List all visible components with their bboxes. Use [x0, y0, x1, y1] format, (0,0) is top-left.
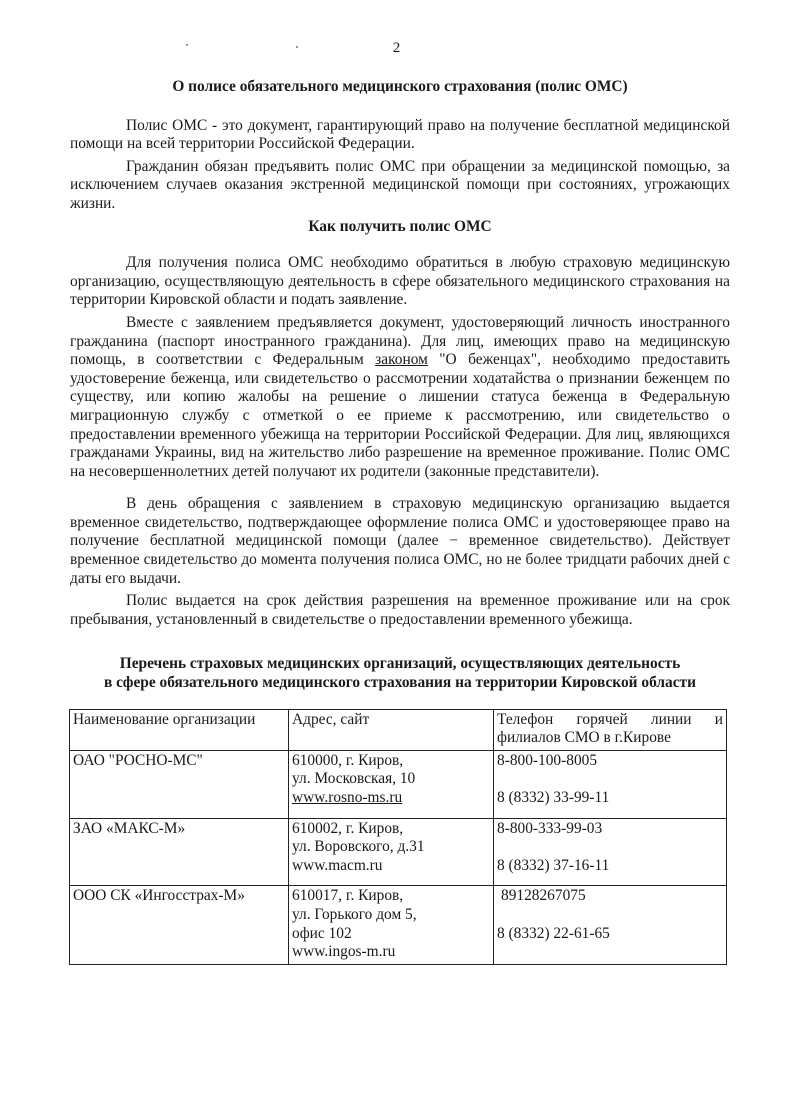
org-phones	[494, 818, 727, 886]
website-text: www.macm.ru	[292, 856, 383, 874]
address-line: 610002, г. Киров,	[292, 819, 404, 837]
hotline-phone: 8-800-100-8005	[497, 751, 598, 769]
address-line: офис 102	[292, 924, 352, 942]
header-name: Наименование организации	[70, 709, 289, 750]
header-line: филиалов СМО в г.Кирове	[497, 729, 671, 747]
paragraph: Гражданин обязан предъявить полис ОМС при обращении за медицинской помощью, за исключением случаев оказания экстренной медицинской помощи при состояниях, угрожающих жизни.	[70, 157, 730, 212]
title-line: в сфере обязательного медицинского страхования на территории Кировской области	[104, 674, 696, 692]
section-title-oms-policy: О полисе обязательного медицинского страхования (полис ОМС)	[172, 78, 628, 95]
org-name: ЗАО «МАКС-М»	[70, 818, 289, 886]
branch-phone: 8 (8332) 37-16-11	[497, 856, 610, 874]
address-line: ул. Воровского, д.31	[292, 838, 425, 856]
org-address	[289, 886, 494, 964]
paragraph: В день обращения с заявлением в страховую медицинскую организацию выдается временное свидетельство, подтверждающее оформление полиса ОМС и удостоверяющее право на получение бесплатной медицинской помощи (далее − временное свидетельство). Действует временное свидетельство до момента получения полиса ОМС, но не более тридцати рабочих дней с даты его выдачи.	[70, 495, 730, 587]
address-line: ул. Горького дом 5,	[292, 905, 417, 923]
table-row	[70, 750, 727, 818]
paragraph-text: Вместе с заявлением предъявляется документ, удостоверяющий личность иностранного гражданина (паспорт иностранного гражданина). Для лиц, имеющих право на медицинскую помощь, в соответствии с Федеральным	[70, 313, 730, 369]
address-line: ул. Московская, 10	[292, 770, 416, 788]
org-address	[289, 750, 494, 818]
address-line: 610017, г. Киров,	[292, 887, 404, 905]
org-name: ОАО "РОСНО-МС"	[70, 750, 289, 818]
org-address	[289, 818, 494, 886]
website-link[interactable]: www.rosno-ms.ru	[292, 789, 403, 806]
table-header-row	[70, 709, 727, 750]
branch-phone: 8 (8332) 33-99-11	[497, 789, 610, 806]
hotline-phone: 89128267075	[501, 887, 586, 905]
paragraph-refugees	[70, 314, 730, 481]
paragraph-text: "О беженцах", необходимо предоставить удостоверение беженца, или свидетельство о рассмотрении ходатайства о признании беженцем по существу, или копию жалобы на решение о лишении статуса беженца в Федеральную миграционную службу с отметкой о ее приеме к рассмотрению, или свидетельство о предоставлении временного убежища на территории Российской Федерации. Для лиц, являющихся гражданами Украины, вид на жительство либо разрешение на временное проживание. Полис ОМС на несовершеннолетних детей получают их родители (законные представители).	[70, 351, 730, 480]
org-phones	[494, 886, 727, 964]
header-address: Адрес, сайт	[289, 709, 494, 750]
org-name: ООО СК «Ингосстрах-М»	[70, 886, 289, 964]
header-line: Телефон горячей линии и	[497, 710, 723, 728]
address-line: 610000, г. Киров,	[292, 751, 404, 769]
hotline-phone: 8-800-333-99-03	[497, 819, 603, 837]
document-body	[70, 74, 730, 965]
section-title-insurers-list	[70, 655, 730, 692]
section-title-how-to-get: Как получить полис ОМС	[308, 217, 492, 235]
table-row	[70, 886, 727, 964]
paragraph: Полис ОМС - это документ, гарантирующий право на получение бесплатной медицинской помощи на всей территории Российской Федерации.	[70, 116, 730, 153]
title-line: Перечень страховых медицинских организаций, осуществляющих деятельность	[119, 655, 681, 673]
insurers-table	[69, 709, 727, 965]
paragraph: Полис выдается на срок действия разрешения на временное проживание или на срок пребывания, установленный в свидетельстве о предоставлении временного убежища.	[70, 592, 730, 628]
paragraph: Для получения полиса ОМС необходимо обратиться в любую страховую медицинскую организацию, осуществляющую деятельность в сфере обязательного медицинского страхования на территории Кировской области и подать заявление.	[70, 254, 730, 309]
table-row	[70, 818, 727, 886]
page-number: 2	[392, 40, 401, 56]
branch-phone: 8 (8332) 22-61-65	[497, 924, 610, 942]
header-hotline	[494, 709, 727, 750]
website-text: www.ingos-m.ru	[292, 943, 396, 961]
org-phones	[494, 750, 727, 818]
law-link[interactable]: законом	[375, 351, 428, 369]
spacer	[70, 481, 730, 495]
